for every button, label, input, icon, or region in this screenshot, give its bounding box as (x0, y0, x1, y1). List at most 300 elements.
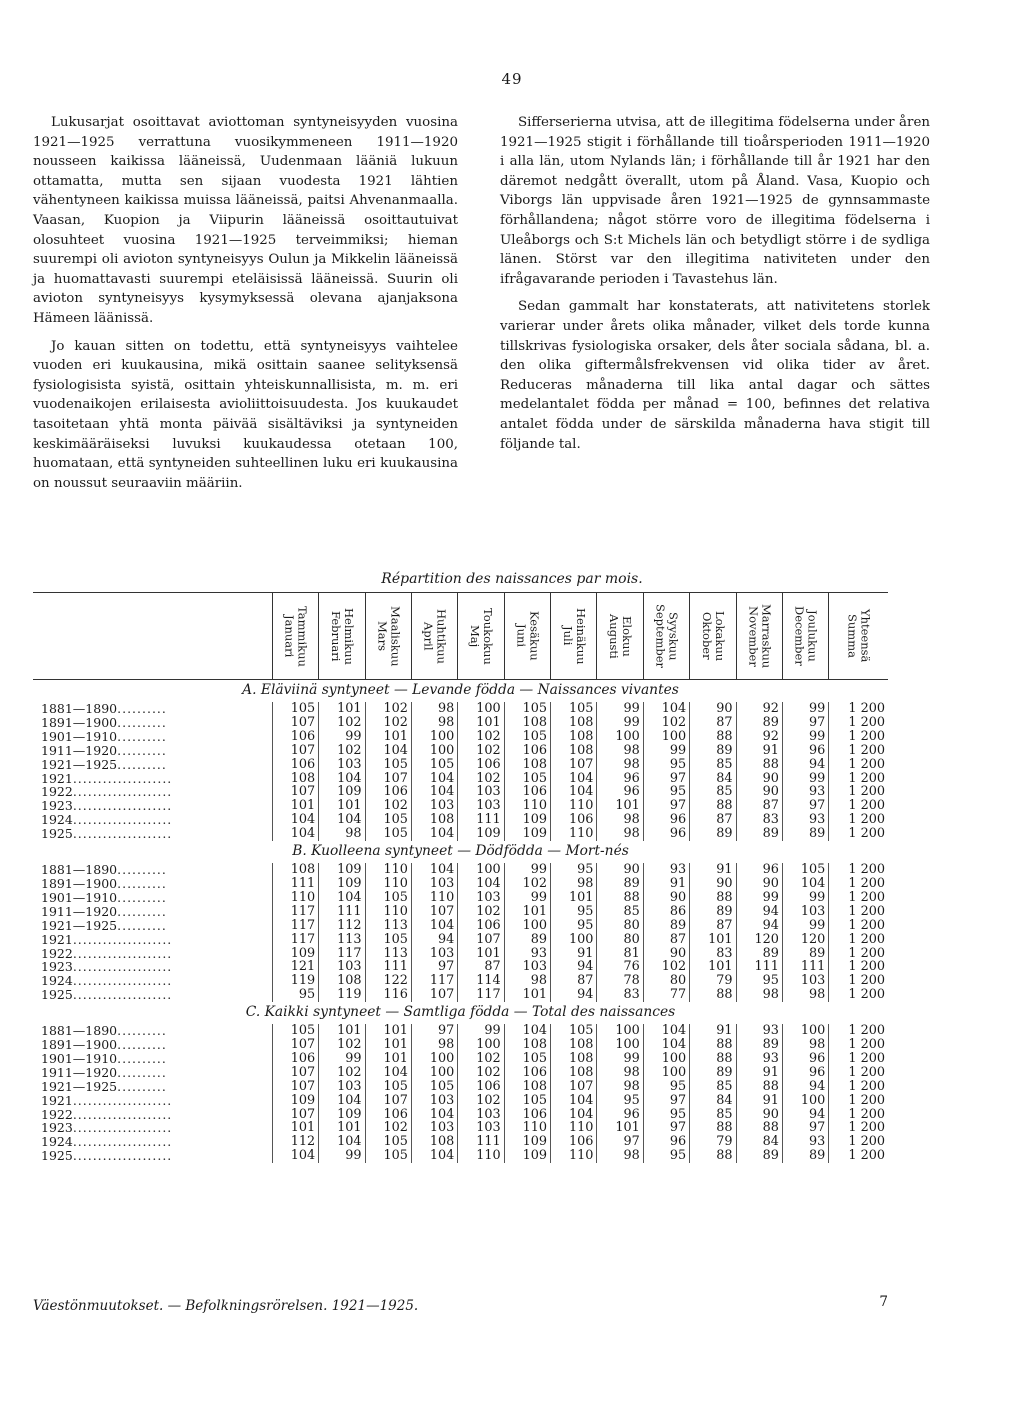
table-cell: 1 200 (829, 772, 888, 786)
table-cell: 117 (272, 933, 318, 947)
table-cell: 102 (643, 716, 689, 730)
table-cell: 106 (458, 758, 504, 772)
table-cell: 1 200 (829, 799, 888, 813)
table-row (33, 785, 888, 799)
table-row (33, 744, 888, 758)
table-cell: 103 (319, 758, 365, 772)
column-label-finnish: Toukokuu (481, 607, 495, 665)
table-cell: 99 (782, 702, 828, 716)
table-row (33, 730, 888, 744)
table-cell: 101 (365, 1038, 411, 1052)
table-cell: 89 (597, 877, 643, 891)
period-text: 1921—1925 (41, 756, 118, 772)
table-cell: 101 (365, 1052, 411, 1066)
column-label-swedish: November (746, 605, 761, 667)
column-label-finnish: Heinäkuu (573, 607, 588, 665)
period-label (33, 947, 272, 961)
table-cell: 89 (736, 827, 782, 841)
column-header-label (468, 608, 494, 665)
table-cell: 1 200 (829, 730, 888, 744)
table-cell: 102 (319, 744, 365, 758)
finnish-paragraph-1: Lukusarjat osoittavat aviottoman syntyneisyyden vuosina 1921—1925 verrattuna vuosikymmeneen 1911—1920 nousseen kaikissa lääneissä, Uudenmaan lääniä lukuun ottamatta, mutta sen sijaan vuodesta 1921 lähtien vähentyneen kaikissa muissa lääneissä, paitsi Ahvenanmaalla. Vaasan, Kuopion ja Viipurin lääneissä osoittautuivat olosuhteet vuosina 1921—1925 terveimmiksi; hieman suurempi oli avioton syntyneisyys Oulun ja Mikkelin lääneissä ja huomattavasti suurempi eteläisissä lääneissä. Suurin oli avioton syntyneisyys kysymyksessä olevana ajanjaksona Hämeen läänissä. (33, 115, 458, 326)
table-cell: 1 200 (829, 744, 888, 758)
table-cell: 96 (782, 1052, 828, 1066)
leader-dots: .......... (117, 742, 167, 758)
table-cell: 98 (411, 1038, 457, 1052)
table-cell: 100 (551, 933, 597, 947)
table-cell: 121 (272, 960, 318, 974)
period-text: 1921 (41, 1092, 73, 1108)
table-cell: 110 (551, 1149, 597, 1163)
table-cell: 101 (272, 1121, 318, 1135)
table-cell: 99 (319, 730, 365, 744)
table-row (33, 1121, 888, 1135)
table-row (33, 891, 888, 905)
table-cell: 83 (736, 813, 782, 827)
table-cell: 106 (504, 785, 550, 799)
column-label-swedish: September (653, 603, 668, 669)
table-cell: 107 (272, 744, 318, 758)
table-cell: 78 (597, 974, 643, 988)
period-label (33, 877, 272, 891)
column-header-juli (551, 593, 597, 680)
table-row (33, 919, 888, 933)
table-cell: 106 (551, 1135, 597, 1149)
table-cell: 95 (551, 905, 597, 919)
table-cell: 101 (319, 1024, 365, 1038)
table-cell: 102 (458, 772, 504, 786)
table-cell: 103 (411, 1121, 457, 1135)
table-cell: 104 (643, 1038, 689, 1052)
table-cell: 1 200 (829, 891, 888, 905)
table-row (33, 933, 888, 947)
table-cell: 105 (365, 758, 411, 772)
table-cell: 100 (504, 919, 550, 933)
period-label (33, 1038, 272, 1052)
table-row (33, 702, 888, 716)
table-cell: 89 (690, 827, 736, 841)
leader-dots: .......... (117, 701, 167, 716)
period-label (33, 1066, 272, 1080)
table-cell: 111 (272, 877, 318, 891)
table-cell: 109 (319, 1108, 365, 1122)
table-cell: 108 (272, 863, 318, 877)
table-cell: 99 (736, 891, 782, 905)
table-cell: 98 (597, 1149, 643, 1163)
table-cell: 108 (411, 1135, 457, 1149)
period-label (33, 863, 272, 877)
period-text: 1891—1900 (41, 875, 118, 891)
table-cell: 100 (411, 1052, 457, 1066)
column-header-label (746, 604, 772, 668)
leader-dots: .................... (72, 770, 173, 786)
table-cell: 1 200 (829, 933, 888, 947)
period-text: 1911—1920 (41, 903, 118, 919)
period-label (33, 758, 272, 772)
table-cell: 97 (782, 799, 828, 813)
table-cell: 104 (272, 827, 318, 841)
table-cell: 80 (643, 974, 689, 988)
table-cell: 105 (365, 1135, 411, 1149)
table-row (33, 947, 888, 961)
table-cell: 94 (551, 960, 597, 974)
table-cell: 88 (736, 1121, 782, 1135)
table-cell: 97 (643, 1121, 689, 1135)
period-text: 1924 (41, 1134, 73, 1150)
table-cell: 107 (272, 1066, 318, 1080)
table-row (33, 1052, 888, 1066)
table-cell: 98 (411, 716, 457, 730)
table-cell: 1 200 (829, 877, 888, 891)
table-cell: 95 (272, 988, 318, 1002)
table-cell: 87 (690, 716, 736, 730)
column-header-label (329, 608, 355, 665)
table-cell: 101 (365, 1024, 411, 1038)
table-cell: 1 200 (829, 1135, 888, 1149)
table-cell: 111 (365, 960, 411, 974)
column-label-finnish: Maaliskuu (388, 605, 403, 667)
table-cell: 88 (690, 988, 736, 1002)
table-cell: 105 (272, 1024, 318, 1038)
period-text: 1911—1920 (41, 742, 118, 758)
table-cell: 105 (504, 730, 550, 744)
column-header-april (411, 593, 457, 680)
period-label (33, 799, 272, 813)
table-cell: 89 (690, 1066, 736, 1080)
table-caption: Répartition des naissances par mois. (381, 571, 643, 587)
table-cell: 103 (458, 799, 504, 813)
table-cell: 104 (272, 813, 318, 827)
period-label (33, 785, 272, 799)
column-header-label (793, 606, 819, 666)
table-cell: 101 (319, 1121, 365, 1135)
swedish-paragraph-1: Sifferserierna utvisa, att de illegitima födelserna under åren 1921—1925 stigit i förhållande till tioårsperioden 1911—1920 i alla län, utom Nylands län; i förhållande till år 1921 har den däremot nedgått överallt, utom på Åland. Vasa, Kuopio och Viborgs län uppvisade åren 1921—1925 de gynnsammaste förhållandena; något större voro de illegitima födelserna i Uleåborgs och S:t Michels län och betydligt större i de sydliga länen. Störst var den illegitima nativiteten under den ifrågavarande perioden i Tavastehus län. (500, 115, 930, 287)
table-cell: 106 (272, 730, 318, 744)
column-label-finnish: Joulukuu (805, 610, 820, 662)
table-cell: 117 (272, 905, 318, 919)
table-cell: 105 (782, 863, 828, 877)
table-cell: 1 200 (829, 1108, 888, 1122)
table-cell: 119 (319, 988, 365, 1002)
table-cell: 102 (319, 716, 365, 730)
table-cell: 98 (597, 827, 643, 841)
period-label (33, 744, 272, 758)
table-cell: 109 (319, 863, 365, 877)
table-cell: 88 (736, 758, 782, 772)
table-cell: 110 (411, 891, 457, 905)
table-cell: 76 (597, 960, 643, 974)
table-cell: 91 (643, 877, 689, 891)
table-cell: 87 (690, 919, 736, 933)
table-cell: 120 (736, 933, 782, 947)
table-cell: 103 (319, 960, 365, 974)
column-label-swedish: Mars (375, 620, 390, 652)
table-cell: 108 (504, 716, 550, 730)
table-cell: 99 (504, 891, 550, 905)
table-cell: 104 (411, 863, 457, 877)
leader-dots: .......... (117, 1050, 167, 1066)
section-title-row (33, 680, 888, 703)
column-label-swedish: Oktober (699, 612, 714, 660)
period-label (33, 933, 272, 947)
column-label-finnish: Helmikuu (341, 607, 356, 665)
column-header-label (654, 604, 680, 668)
table-cell: 91 (736, 1066, 782, 1080)
table-cell: 85 (690, 1108, 736, 1122)
table-cell: 101 (504, 905, 550, 919)
table-cell: 88 (690, 799, 736, 813)
table-cell: 85 (597, 905, 643, 919)
leader-dots: .................... (72, 931, 173, 947)
table-cell: 106 (551, 813, 597, 827)
page-footer (33, 1294, 888, 1314)
table-cell: 90 (736, 877, 782, 891)
finnish-text-column (33, 113, 458, 501)
table-cell: 104 (411, 1108, 457, 1122)
table-row (33, 960, 888, 974)
table-cell: 100 (458, 702, 504, 716)
table-cell: 88 (690, 1052, 736, 1066)
table-cell: 104 (319, 813, 365, 827)
finnish-paragraph-2: Jo kauan sitten on todettu, että syntyneisyys vaihtelee vuoden eri kuukausina, mikä osittain saanee selityksensä fysiologisista syistä, osittain yhteiskunnallisista, m. m. eri vuodenaikojen erilaisesta avioliittoisuudesta. Jos kuukaudet tasoitetaan yhtä monta päivää sisältäviksi ja syntyneiden keskimääräiseksi luvuksi kuukaudessa otetaan 100, huomataan, että syntyneiden suhteellinen luku eri kuukausina on noussut seuraaviin määriin. (33, 338, 458, 491)
table-cell: 108 (319, 974, 365, 988)
leader-dots: .................... (72, 1134, 173, 1150)
table-cell: 96 (643, 813, 689, 827)
table-cell: 108 (504, 758, 550, 772)
table-cell: 94 (782, 1108, 828, 1122)
table-cell: 98 (597, 1080, 643, 1094)
leader-dots: .................... (72, 973, 173, 989)
table-row (33, 827, 888, 841)
table-cell: 107 (458, 933, 504, 947)
table-cell: 107 (272, 1108, 318, 1122)
swedish-paragraph-2: Sedan gammalt har konstaterats, att nativitetens storlek varierar under årets olika månader, vilket dels torde kunna tillskrivas fysiologiska orsaker, dels åter sociala sådana, bl. a. den olika giftermålsfrekvensen vid olika tider av året. Reduceras månaderna till lika antal dagar och sättes medelantalet födda per månad = 100, befinnes det relativa antalet födda under de särskilda månaderna hava stigit till följande tal. (500, 299, 930, 452)
section-title-row (33, 841, 888, 863)
table-cell: 90 (597, 863, 643, 877)
table-cell: 100 (597, 1024, 643, 1038)
leader-dots: .................... (72, 959, 173, 975)
table-cell: 87 (736, 799, 782, 813)
table-cell: 117 (319, 947, 365, 961)
table-cell: 105 (365, 827, 411, 841)
table-cell: 102 (458, 744, 504, 758)
table-cell: 98 (597, 1066, 643, 1080)
table-cell: 104 (319, 891, 365, 905)
period-label (33, 1121, 272, 1135)
table-cell: 89 (736, 716, 782, 730)
table-cell: 100 (782, 1024, 828, 1038)
table-cell: 106 (458, 1080, 504, 1094)
table-cell: 101 (272, 799, 318, 813)
table-cell: 99 (597, 1052, 643, 1066)
table-cell: 88 (597, 891, 643, 905)
column-header-label (846, 609, 872, 662)
table-cell: 88 (690, 1149, 736, 1163)
period-label (33, 960, 272, 974)
leader-dots: .................... (72, 1106, 173, 1122)
table-cell: 99 (504, 863, 550, 877)
table-cell: 100 (458, 863, 504, 877)
table-cell: 104 (782, 877, 828, 891)
footer-title: Väestönmuutokset. — Befolkningsrörelsen. 1921—1925. (33, 1298, 419, 1314)
table-cell: 1 200 (829, 947, 888, 961)
table-cell: 103 (411, 1094, 457, 1108)
table-cell: 83 (597, 988, 643, 1002)
table-cell: 105 (365, 813, 411, 827)
period-label (33, 1080, 272, 1094)
table-cell: 85 (690, 785, 736, 799)
table-cell: 100 (411, 1066, 457, 1080)
table-cell: 117 (272, 919, 318, 933)
table-cell: 107 (365, 772, 411, 786)
table-cell: 110 (365, 877, 411, 891)
table-row (33, 1038, 888, 1052)
table-cell: 96 (782, 744, 828, 758)
page-number: 49 (501, 70, 523, 88)
table-cell: 91 (690, 863, 736, 877)
period-text: 1921—1925 (41, 1078, 118, 1094)
table-cell: 109 (272, 947, 318, 961)
table-cell: 97 (643, 772, 689, 786)
column-label-finnish: Lokakuu (712, 610, 727, 662)
table-cell: 104 (365, 744, 411, 758)
table-cell: 95 (643, 758, 689, 772)
table-cell: 102 (365, 1121, 411, 1135)
column-header-januari (272, 593, 318, 680)
period-text: 1922 (41, 1106, 73, 1122)
section-title: C. Kaikki syntyneet — Samtliga födda — Total des naissances (245, 1004, 676, 1021)
table-cell: 96 (597, 1108, 643, 1122)
table-cell: 97 (782, 716, 828, 730)
swedish-text-column (500, 113, 930, 462)
table-cell: 89 (782, 947, 828, 961)
period-text: 1881—1890 (41, 862, 118, 878)
table-cell: 109 (458, 827, 504, 841)
table-cell: 98 (551, 877, 597, 891)
period-label (33, 827, 272, 841)
table-cell: 100 (458, 1038, 504, 1052)
table-cell: 105 (504, 1052, 550, 1066)
table-cell: 100 (643, 1066, 689, 1080)
period-text: 1925 (41, 1148, 73, 1164)
section-title: A. Eläviinä syntyneet — Levande födda — Naissances vivantes (242, 682, 679, 699)
period-label (33, 891, 272, 905)
table-cell: 103 (411, 799, 457, 813)
column-header-label (283, 606, 309, 667)
table-cell: 105 (272, 702, 318, 716)
table-cell: 94 (411, 933, 457, 947)
table-cell: 103 (458, 1108, 504, 1122)
table-cell: 107 (365, 1094, 411, 1108)
table-cell: 80 (597, 919, 643, 933)
table-cell: 101 (690, 960, 736, 974)
column-label-swedish: Maj (468, 624, 482, 648)
table-cell: 111 (782, 960, 828, 974)
table-cell: 90 (690, 702, 736, 716)
table-cell: 91 (690, 1024, 736, 1038)
table-cell: 104 (551, 1108, 597, 1122)
table-cell: 94 (551, 988, 597, 1002)
table-cell: 110 (504, 1121, 550, 1135)
table-cell: 101 (365, 730, 411, 744)
table-cell: 80 (597, 933, 643, 947)
period-text: 1901—1910 (41, 1050, 118, 1066)
table-row (33, 905, 888, 919)
column-label-finnish: Syyskuu (666, 611, 681, 661)
table-cell: 92 (736, 702, 782, 716)
period-label (33, 1094, 272, 1108)
table-cell: 93 (736, 1052, 782, 1066)
table-cell: 104 (411, 827, 457, 841)
column-header-oktober (690, 593, 736, 680)
table-cell: 102 (365, 702, 411, 716)
table-cell: 108 (551, 1066, 597, 1080)
table-cell: 1 200 (829, 974, 888, 988)
table-cell: 104 (411, 919, 457, 933)
table-cell: 111 (458, 813, 504, 827)
table-cell: 117 (458, 988, 504, 1002)
table-cell: 104 (551, 772, 597, 786)
leader-dots: .................... (72, 945, 173, 961)
table-cell: 95 (597, 1094, 643, 1108)
table-cell: 110 (551, 1121, 597, 1135)
table-cell: 111 (319, 905, 365, 919)
table-cell: 103 (504, 960, 550, 974)
leader-dots: .................... (72, 1120, 173, 1136)
table-cell: 1 200 (829, 1094, 888, 1108)
table-cell: 90 (736, 1108, 782, 1122)
table-cell: 110 (458, 1149, 504, 1163)
leader-dots: .......... (117, 1023, 167, 1039)
table-cell: 85 (690, 1080, 736, 1094)
period-text: 1922 (41, 784, 73, 800)
table-cell: 111 (736, 960, 782, 974)
leader-dots: .......... (117, 756, 167, 772)
table-cell: 107 (411, 988, 457, 1002)
table-cell: 108 (504, 1038, 550, 1052)
table-cell: 94 (736, 919, 782, 933)
table-cell: 113 (365, 947, 411, 961)
table-cell: 105 (365, 933, 411, 947)
column-label-finnish: Elokuu (620, 615, 635, 657)
column-label-swedish: Augusti (607, 613, 622, 659)
table-cell: 100 (643, 1052, 689, 1066)
table-cell: 91 (551, 947, 597, 961)
table-cell: 99 (782, 891, 828, 905)
table-cell: 100 (597, 730, 643, 744)
table-row (33, 863, 888, 877)
table-cell: 106 (272, 1052, 318, 1066)
column-header-summa (829, 593, 888, 680)
table-cell: 98 (782, 988, 828, 1002)
table-cell: 101 (597, 1121, 643, 1135)
leader-dots: .......... (117, 917, 167, 933)
table-cell: 98 (736, 988, 782, 1002)
period-text: 1923 (41, 1120, 73, 1136)
table-cell: 97 (643, 1094, 689, 1108)
table-cell: 89 (782, 827, 828, 841)
period-label (33, 1149, 272, 1163)
table-cell: 105 (551, 1024, 597, 1038)
table-cell: 112 (319, 919, 365, 933)
table-cell: 107 (272, 785, 318, 799)
table-cell: 104 (319, 1135, 365, 1149)
table-cell: 1 200 (829, 1080, 888, 1094)
table-cell: 100 (411, 744, 457, 758)
table-cell: 105 (365, 891, 411, 905)
period-text: 1901—1910 (41, 889, 118, 905)
table-cell: 105 (365, 1149, 411, 1163)
